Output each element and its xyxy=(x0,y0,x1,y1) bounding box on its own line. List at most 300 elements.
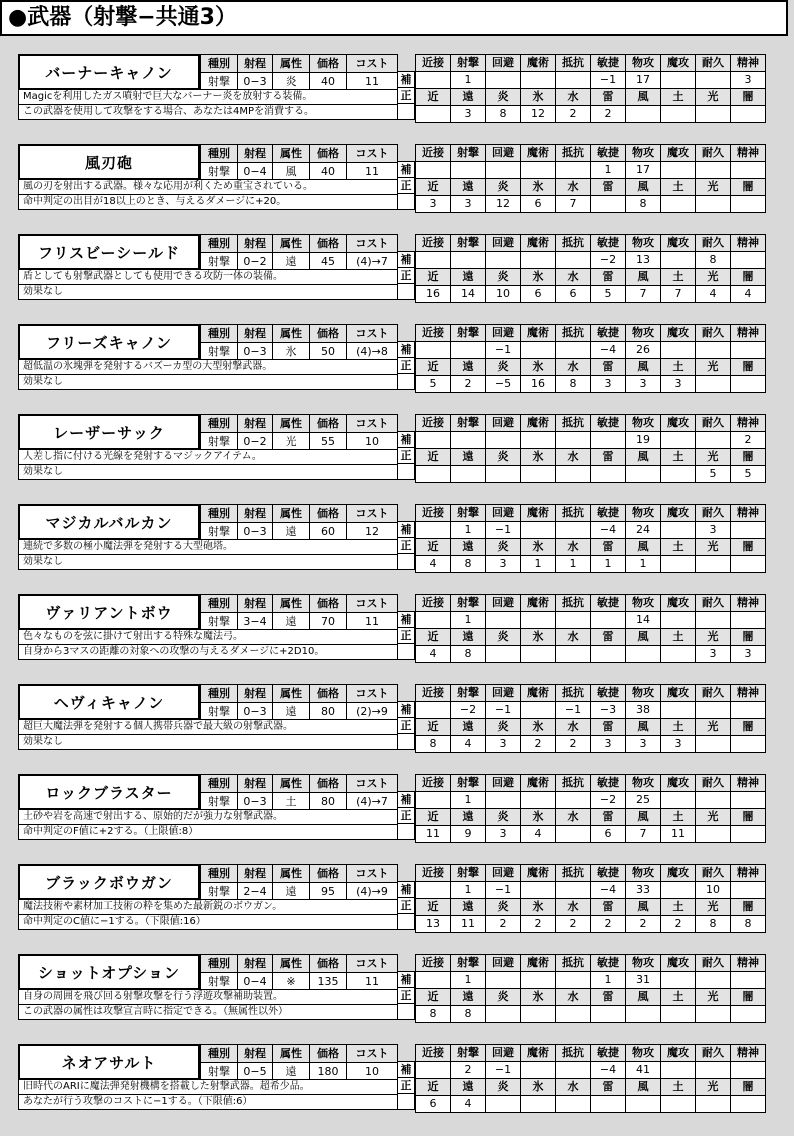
grid-header: 近接 xyxy=(416,415,451,432)
grid-value xyxy=(731,736,766,753)
stat-value: 11 xyxy=(347,613,398,631)
grid-value: 8 xyxy=(626,196,661,213)
grid-value: 7 xyxy=(661,286,696,303)
weapon-description: 自身の周囲を飛び回る射撃攻撃を行う浮遊攻撃補助装置。 xyxy=(18,989,398,1005)
grid-value xyxy=(696,162,731,179)
side-blank xyxy=(397,103,415,120)
grid-header: 魔攻 xyxy=(661,145,696,162)
grid-value: 3 xyxy=(661,376,696,393)
grid-value: 1 xyxy=(451,972,486,989)
grid-subheader: 土 xyxy=(661,539,696,556)
correction-label: 補 xyxy=(397,431,415,448)
grid-header: 近接 xyxy=(416,145,451,162)
grid-subheader: 氷 xyxy=(521,449,556,466)
grid-subheader: 土 xyxy=(661,179,696,196)
stat-value: 50 xyxy=(310,343,347,361)
weapon-block xyxy=(18,324,775,390)
grid-value xyxy=(696,376,731,393)
stat-value: 12 xyxy=(347,523,398,541)
grid-value: 2 xyxy=(486,916,521,933)
grid-subheader: 光 xyxy=(696,1079,731,1096)
stat-value: 11 xyxy=(347,73,398,91)
grid-subheader: 闇 xyxy=(731,809,766,826)
grid-header: 回避 xyxy=(486,955,521,972)
stat-value: 遠 xyxy=(273,613,310,631)
grid-header: 魔術 xyxy=(521,145,556,162)
grid-header: 物攻 xyxy=(626,1045,661,1062)
grid-value xyxy=(731,882,766,899)
grid-subheader: 水 xyxy=(556,89,591,106)
grid-value: −4 xyxy=(591,522,626,539)
grid-header: 魔術 xyxy=(521,955,556,972)
grid-value xyxy=(416,972,451,989)
grid-value xyxy=(591,466,626,483)
grid-value xyxy=(521,882,556,899)
correction-label: 補 xyxy=(397,881,415,898)
grid-value xyxy=(486,1096,521,1113)
grid-value xyxy=(451,252,486,269)
grid-subheader: 風 xyxy=(626,1079,661,1096)
grid-subheader: 炎 xyxy=(486,449,521,466)
grid-value: 2 xyxy=(731,432,766,449)
stat-header: 種別 xyxy=(201,1045,238,1063)
stat-value: 射撃 xyxy=(201,433,238,451)
weapon-name: フリーズキャノン xyxy=(18,324,200,360)
grid-value: −2 xyxy=(591,792,626,809)
stat-value: 0−2 xyxy=(238,253,273,271)
grid-value: 19 xyxy=(626,432,661,449)
grid-value xyxy=(661,466,696,483)
grid-subheader: 炎 xyxy=(486,1079,521,1096)
grid-subheader: 遠 xyxy=(451,989,486,1006)
grid-header: 魔攻 xyxy=(661,775,696,792)
grid-value: −1 xyxy=(486,522,521,539)
grid-header: 射撃 xyxy=(451,145,486,162)
grid-value xyxy=(661,1062,696,1079)
stat-table xyxy=(200,144,398,181)
grid-value xyxy=(731,826,766,843)
grid-value: −1 xyxy=(486,342,521,359)
grid-subheader: 遠 xyxy=(451,539,486,556)
grid-value xyxy=(451,466,486,483)
grid-subheader: 近 xyxy=(416,269,451,286)
stat-value: 3−4 xyxy=(238,613,273,631)
grid-header: 耐久 xyxy=(696,865,731,882)
grid-header: 射撃 xyxy=(451,595,486,612)
stat-table xyxy=(200,684,398,721)
grid-value: −4 xyxy=(591,342,626,359)
stat-header: 価格 xyxy=(310,505,347,523)
stat-table xyxy=(200,414,398,451)
stat-header: 価格 xyxy=(310,1045,347,1063)
grid-header: 射撃 xyxy=(451,865,486,882)
grid-value xyxy=(521,342,556,359)
grid-value: 3 xyxy=(661,736,696,753)
weapon-block xyxy=(18,144,775,210)
grid-value xyxy=(731,252,766,269)
weapon-name: ショットオプション xyxy=(18,954,200,990)
correction-label-2: 正 xyxy=(397,177,415,194)
stat-header: 種別 xyxy=(201,55,238,73)
weapon-effect: 効果なし xyxy=(18,554,398,570)
stat-header: 価格 xyxy=(310,325,347,343)
stat-header: 属性 xyxy=(273,145,310,163)
grid-subheader: 炎 xyxy=(486,629,521,646)
grid-value: 1 xyxy=(451,612,486,629)
grid-value: 6 xyxy=(591,826,626,843)
grid-subheader: 遠 xyxy=(451,899,486,916)
stat-value: 炎 xyxy=(273,73,310,91)
grid-value: 4 xyxy=(416,556,451,573)
stat-header: 価格 xyxy=(310,865,347,883)
grid-value: 11 xyxy=(416,826,451,843)
grid-value xyxy=(591,646,626,663)
grid-subheader: 雷 xyxy=(591,539,626,556)
grid-header: 射撃 xyxy=(451,55,486,72)
grid-value: 26 xyxy=(626,342,661,359)
side-blank xyxy=(397,553,415,570)
grid-subheader: 土 xyxy=(661,629,696,646)
grid-value: 3 xyxy=(591,736,626,753)
side-blank xyxy=(397,283,415,300)
grid-value: −5 xyxy=(486,376,521,393)
grid-header: 抵抗 xyxy=(556,955,591,972)
grid-header: 魔術 xyxy=(521,685,556,702)
correction-label-2: 正 xyxy=(397,897,415,914)
grid-subheader: 氷 xyxy=(521,539,556,556)
grid-value xyxy=(731,702,766,719)
correction-label-2: 正 xyxy=(397,807,415,824)
weapon-name: ネオアサルト xyxy=(18,1044,200,1080)
grid-subheader: 氷 xyxy=(521,89,556,106)
grid-header: 精神 xyxy=(731,325,766,342)
stat-table xyxy=(200,774,398,811)
stat-value: 55 xyxy=(310,433,347,451)
grid-value: 4 xyxy=(451,1096,486,1113)
grid-header: 敏捷 xyxy=(591,145,626,162)
grid-value xyxy=(661,556,696,573)
grid-value xyxy=(556,972,591,989)
grid-value xyxy=(416,432,451,449)
correction-label: 補 xyxy=(397,341,415,358)
modifier-grid xyxy=(415,504,766,573)
stat-header: 射程 xyxy=(238,55,273,73)
stat-header: 属性 xyxy=(273,55,310,73)
grid-value xyxy=(661,162,696,179)
stat-value: 遠 xyxy=(273,883,310,901)
grid-value: 6 xyxy=(556,286,591,303)
grid-header: 抵抗 xyxy=(556,865,591,882)
grid-subheader: 近 xyxy=(416,179,451,196)
grid-subheader: 雷 xyxy=(591,1079,626,1096)
grid-header: 物攻 xyxy=(626,595,661,612)
weapon-name: バーナーキャノン xyxy=(18,54,200,90)
grid-header: 魔攻 xyxy=(661,955,696,972)
stat-header: 属性 xyxy=(273,775,310,793)
grid-value xyxy=(696,792,731,809)
grid-subheader: 炎 xyxy=(486,899,521,916)
grid-subheader: 雷 xyxy=(591,179,626,196)
weapon-block xyxy=(18,954,775,1020)
grid-value: 11 xyxy=(451,916,486,933)
grid-value xyxy=(416,466,451,483)
grid-value: 25 xyxy=(626,792,661,809)
grid-value: 3 xyxy=(451,196,486,213)
grid-value xyxy=(486,646,521,663)
grid-value xyxy=(696,72,731,89)
grid-subheader: 闇 xyxy=(731,269,766,286)
correction-label-2: 正 xyxy=(397,537,415,554)
stat-value: 射撃 xyxy=(201,883,238,901)
grid-value xyxy=(696,826,731,843)
stat-header: 属性 xyxy=(273,685,310,703)
grid-subheader: 水 xyxy=(556,809,591,826)
modifier-grid xyxy=(415,144,766,213)
stat-value: 2−4 xyxy=(238,883,273,901)
grid-value xyxy=(731,1062,766,1079)
stat-header: 価格 xyxy=(310,595,347,613)
stat-value: (2)→9 xyxy=(347,703,398,721)
grid-value xyxy=(486,1006,521,1023)
grid-header: 物攻 xyxy=(626,145,661,162)
stat-header: 種別 xyxy=(201,685,238,703)
grid-value: 14 xyxy=(451,286,486,303)
weapon-description: 連続で多数の極小魔法弾を発射する大型砲塔。 xyxy=(18,539,398,555)
grid-header: 魔攻 xyxy=(661,505,696,522)
correction-label-2: 正 xyxy=(397,627,415,644)
grid-value: 7 xyxy=(626,826,661,843)
grid-header: 射撃 xyxy=(451,775,486,792)
grid-header: 射撃 xyxy=(451,955,486,972)
stat-header: 射程 xyxy=(238,145,273,163)
grid-header: 抵抗 xyxy=(556,1045,591,1062)
grid-value xyxy=(731,612,766,629)
stat-value: 11 xyxy=(347,973,398,991)
grid-value xyxy=(451,162,486,179)
grid-header: 抵抗 xyxy=(556,415,591,432)
stat-value: 40 xyxy=(310,163,347,181)
stat-header: 価格 xyxy=(310,955,347,973)
grid-header: 耐久 xyxy=(696,235,731,252)
grid-header: 耐久 xyxy=(696,145,731,162)
grid-header: 近接 xyxy=(416,775,451,792)
grid-value: 1 xyxy=(556,556,591,573)
weapon-block xyxy=(18,864,775,930)
grid-value: 12 xyxy=(521,106,556,123)
grid-header: 抵抗 xyxy=(556,325,591,342)
grid-value: 2 xyxy=(661,916,696,933)
grid-value: −4 xyxy=(591,1062,626,1079)
grid-header: 回避 xyxy=(486,325,521,342)
stat-header: 種別 xyxy=(201,595,238,613)
stat-value: 遠 xyxy=(273,1063,310,1081)
side-blank xyxy=(397,913,415,930)
stat-header: 射程 xyxy=(238,775,273,793)
stat-value: 0−5 xyxy=(238,1063,273,1081)
grid-header: 敏捷 xyxy=(591,415,626,432)
stat-header: 射程 xyxy=(238,595,273,613)
grid-subheader: 風 xyxy=(626,629,661,646)
grid-value: 8 xyxy=(556,376,591,393)
weapon-name: 風刃砲 xyxy=(18,144,200,180)
grid-value: 9 xyxy=(451,826,486,843)
grid-value xyxy=(661,106,696,123)
grid-value xyxy=(556,72,591,89)
grid-subheader: 雷 xyxy=(591,629,626,646)
modifier-grid xyxy=(415,954,766,1023)
grid-subheader: 遠 xyxy=(451,449,486,466)
grid-value xyxy=(731,1006,766,1023)
weapon-description: Magicを利用したガス噴射で巨大なバーナー炎を放射する装備。 xyxy=(18,89,398,105)
grid-value: −1 xyxy=(486,1062,521,1079)
grid-subheader: 遠 xyxy=(451,629,486,646)
grid-value: 11 xyxy=(661,826,696,843)
grid-header: 近接 xyxy=(416,505,451,522)
grid-value xyxy=(556,882,591,899)
grid-subheader: 遠 xyxy=(451,359,486,376)
grid-header: 魔攻 xyxy=(661,55,696,72)
weapon-description: 風の刃を射出する武器。様々な応用が利くため重宝されている。 xyxy=(18,179,398,195)
grid-subheader: 氷 xyxy=(521,899,556,916)
grid-header: 魔術 xyxy=(521,595,556,612)
grid-value xyxy=(626,1006,661,1023)
stat-value: 射撃 xyxy=(201,1063,238,1081)
grid-header: 近接 xyxy=(416,955,451,972)
grid-subheader: 遠 xyxy=(451,269,486,286)
grid-value: 8 xyxy=(451,1006,486,1023)
stat-table xyxy=(200,594,398,631)
grid-value: −1 xyxy=(486,702,521,719)
stat-value: 80 xyxy=(310,703,347,721)
grid-subheader: 遠 xyxy=(451,719,486,736)
grid-value: 8 xyxy=(696,916,731,933)
grid-header: 回避 xyxy=(486,595,521,612)
grid-subheader: 氷 xyxy=(521,989,556,1006)
grid-subheader: 土 xyxy=(661,719,696,736)
page-title: ●武器（射撃−共通3） xyxy=(0,0,788,36)
grid-value xyxy=(696,1062,731,1079)
grid-value: 2 xyxy=(626,916,661,933)
grid-value: 3 xyxy=(486,826,521,843)
grid-value: 3 xyxy=(486,736,521,753)
grid-value xyxy=(521,612,556,629)
grid-value: 2 xyxy=(451,1062,486,1079)
grid-header: 回避 xyxy=(486,865,521,882)
grid-header: 射撃 xyxy=(451,1045,486,1062)
grid-value: 8 xyxy=(416,1006,451,1023)
grid-value xyxy=(696,342,731,359)
grid-value xyxy=(521,522,556,539)
correction-label-2: 正 xyxy=(397,447,415,464)
grid-value: 4 xyxy=(416,646,451,663)
weapon-name: ロックブラスター xyxy=(18,774,200,810)
grid-value: 6 xyxy=(521,196,556,213)
grid-header: 敏捷 xyxy=(591,235,626,252)
weapon-description: 旧時代のARIに魔法弾発射機構を搭載した射撃武器。超希少品。 xyxy=(18,1079,398,1095)
grid-header: 敏捷 xyxy=(591,775,626,792)
grid-value xyxy=(486,252,521,269)
grid-value xyxy=(556,1096,591,1113)
grid-value xyxy=(486,972,521,989)
weapon-description: 超低温の氷塊弾を発射するバズーカ型の大型射撃武器。 xyxy=(18,359,398,375)
grid-subheader: 雷 xyxy=(591,719,626,736)
grid-value xyxy=(556,826,591,843)
grid-subheader: 光 xyxy=(696,899,731,916)
grid-value: 3 xyxy=(626,736,661,753)
grid-header: 魔攻 xyxy=(661,1045,696,1062)
grid-value xyxy=(591,1096,626,1113)
grid-value xyxy=(556,646,591,663)
grid-header: 耐久 xyxy=(696,1045,731,1062)
grid-header: 物攻 xyxy=(626,415,661,432)
grid-value: 8 xyxy=(416,736,451,753)
stat-header: 射程 xyxy=(238,865,273,883)
grid-header: 近接 xyxy=(416,325,451,342)
stat-value: 遠 xyxy=(273,253,310,271)
grid-header: 精神 xyxy=(731,505,766,522)
grid-value: 1 xyxy=(451,882,486,899)
stat-header: 種別 xyxy=(201,775,238,793)
grid-value xyxy=(486,612,521,629)
grid-header: 物攻 xyxy=(626,685,661,702)
grid-subheader: 闇 xyxy=(731,629,766,646)
weapon-name: マジカルバルカン xyxy=(18,504,200,540)
grid-header: 魔術 xyxy=(521,505,556,522)
grid-subheader: 闇 xyxy=(731,89,766,106)
grid-subheader: 風 xyxy=(626,269,661,286)
grid-value xyxy=(521,792,556,809)
grid-value xyxy=(416,106,451,123)
grid-value xyxy=(661,196,696,213)
stat-value: 95 xyxy=(310,883,347,901)
grid-value xyxy=(626,646,661,663)
grid-value xyxy=(416,522,451,539)
stat-value: 光 xyxy=(273,433,310,451)
correction-label-2: 正 xyxy=(397,717,415,734)
grid-header: 回避 xyxy=(486,1045,521,1062)
grid-value xyxy=(661,522,696,539)
weapon-description: 魔法技術や素材加工技術の粋を集めた最新鋭のボウガン。 xyxy=(18,899,398,915)
stat-table xyxy=(200,954,398,991)
grid-value xyxy=(521,466,556,483)
stat-header: 種別 xyxy=(201,235,238,253)
grid-subheader: 闇 xyxy=(731,179,766,196)
grid-value: −1 xyxy=(556,702,591,719)
grid-value xyxy=(416,162,451,179)
grid-header: 抵抗 xyxy=(556,775,591,792)
grid-value: 8 xyxy=(731,916,766,933)
stat-header: 価格 xyxy=(310,235,347,253)
grid-value: 1 xyxy=(521,556,556,573)
grid-subheader: 光 xyxy=(696,629,731,646)
grid-header: 耐久 xyxy=(696,505,731,522)
modifier-grid xyxy=(415,1044,766,1113)
grid-header: 耐久 xyxy=(696,595,731,612)
weapon-effect: 効果なし xyxy=(18,374,398,390)
grid-value: 8 xyxy=(486,106,521,123)
grid-value xyxy=(661,252,696,269)
grid-value: 7 xyxy=(626,286,661,303)
grid-value xyxy=(661,1096,696,1113)
stat-header: 種別 xyxy=(201,505,238,523)
stat-value: 11 xyxy=(347,163,398,181)
stat-header: コスト xyxy=(347,145,398,163)
grid-subheader: 土 xyxy=(661,89,696,106)
weapon-effect: 効果なし xyxy=(18,284,398,300)
grid-subheader: 光 xyxy=(696,359,731,376)
grid-header: 物攻 xyxy=(626,775,661,792)
grid-subheader: 光 xyxy=(696,809,731,826)
